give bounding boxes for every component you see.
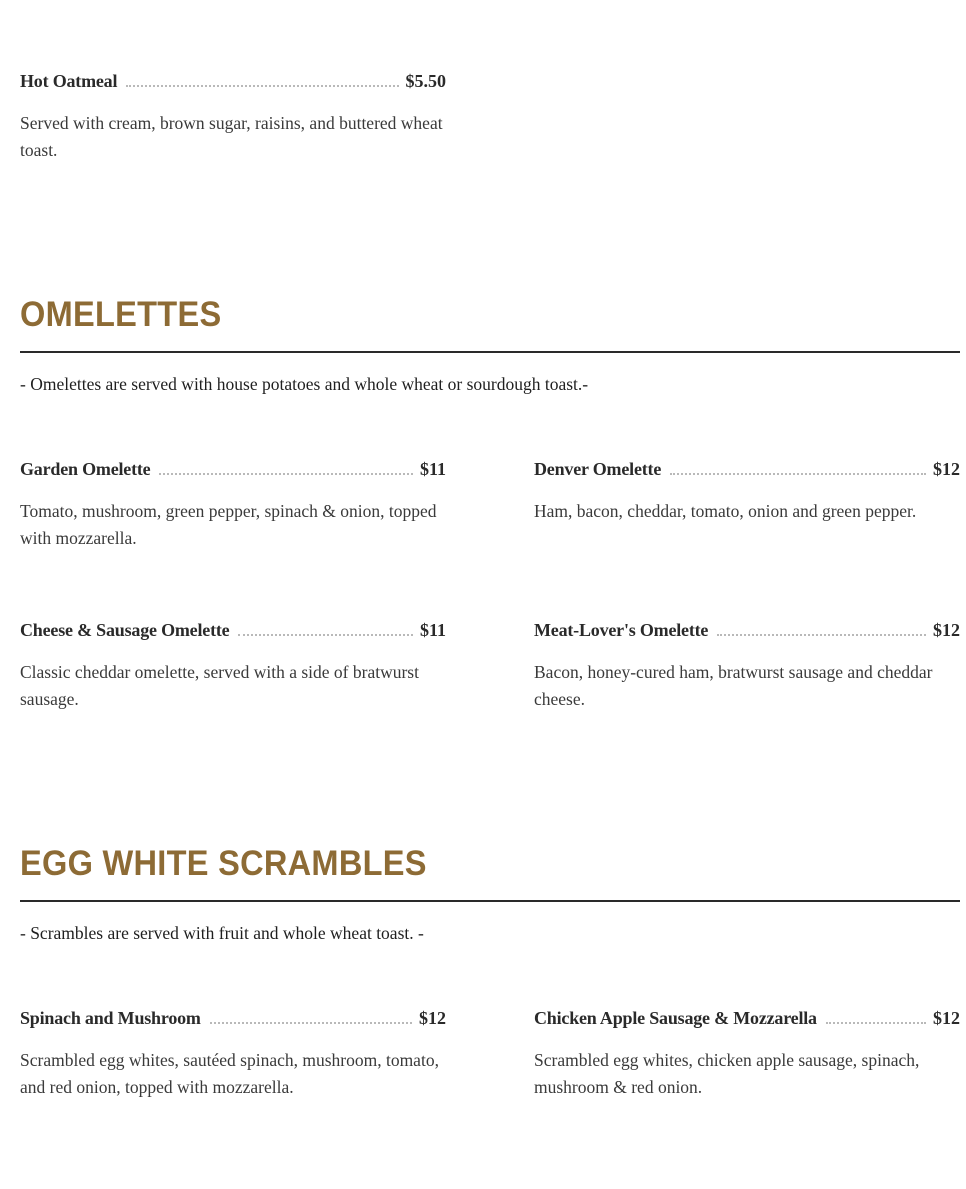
menu-item-chicken-apple-sausage (534, 1008, 960, 1101)
menu-item-cheese-sausage-omelette (20, 620, 446, 713)
menu-item-name: Chicken Apple Sausage & Mozzarella (534, 1008, 817, 1028)
menu-item-header (534, 459, 960, 485)
dot-leader (126, 84, 398, 87)
menu-item-hot-oatmeal (20, 71, 446, 164)
section-title-egg-white-scrambles: EGG WHITE SCRAMBLES (20, 844, 427, 883)
menu-item-description: Bacon, honey-cured ham, bratwurst sausage and cheddar cheese. (534, 662, 933, 709)
section-divider (20, 351, 960, 353)
menu-item-description: Scrambled egg whites, sautéed spinach, mushroom, tomato, and red onion, topped with mozzarella. (20, 1050, 439, 1097)
dot-leader (670, 472, 926, 475)
menu-item-description: Served with cream, brown sugar, raisins, and buttered wheat toast. (20, 113, 443, 160)
menu-item-header (20, 459, 446, 485)
dot-leader (159, 472, 413, 475)
menu-item-name: Spinach and Mushroom (20, 1008, 201, 1028)
menu-item-header (20, 1008, 446, 1034)
section-note-omelettes: - Omelettes are served with house potatoes and whole wheat or sourdough toast.- (20, 374, 589, 394)
section-divider (20, 900, 960, 902)
menu-item-name: Garden Omelette (20, 459, 151, 479)
menu-item-name: Denver Omelette (534, 459, 662, 479)
menu-item-meat-lovers-omelette (534, 620, 960, 713)
menu-item-description: Tomato, mushroom, green pepper, spinach & onion, topped with mozzarella. (20, 501, 437, 548)
dot-leader (717, 633, 926, 636)
menu-item-header (20, 71, 446, 97)
menu-item-description: Classic cheddar omelette, served with a side of bratwurst sausage. (20, 662, 419, 709)
menu-item-price: $12 (933, 1008, 960, 1028)
menu-item-price: $11 (419, 459, 446, 479)
menu-item-header (534, 620, 960, 646)
menu-item-price: $12 (933, 459, 960, 479)
menu-item-price: $5.50 (405, 71, 446, 91)
menu-item-name: Hot Oatmeal (20, 71, 118, 91)
menu-item-garden-omelette (20, 459, 446, 552)
menu-item-spinach-mushroom (20, 1008, 446, 1101)
menu-item-header (20, 620, 446, 646)
menu-item-description: Ham, bacon, cheddar, tomato, onion and green pepper. (534, 501, 917, 521)
dot-leader (210, 1021, 412, 1024)
menu-item-header (534, 1008, 960, 1034)
section-title-omelettes: OMELETTES (20, 295, 222, 334)
menu-item-description: Scrambled egg whites, chicken apple sausage, spinach, mushroom & red onion. (534, 1050, 920, 1097)
menu-item-name: Cheese & Sausage Omelette (20, 620, 230, 640)
menu-item-price: $12 (419, 1008, 446, 1028)
dot-leader (238, 633, 413, 636)
menu-item-price: $12 (933, 620, 960, 640)
menu-item-name: Meat-Lover's Omelette (534, 620, 709, 640)
section-note-scrambles: - Scrambles are served with fruit and whole wheat toast. - (20, 923, 424, 943)
menu-item-denver-omelette (534, 459, 960, 525)
dot-leader (826, 1021, 926, 1024)
menu-item-price: $11 (419, 620, 446, 640)
